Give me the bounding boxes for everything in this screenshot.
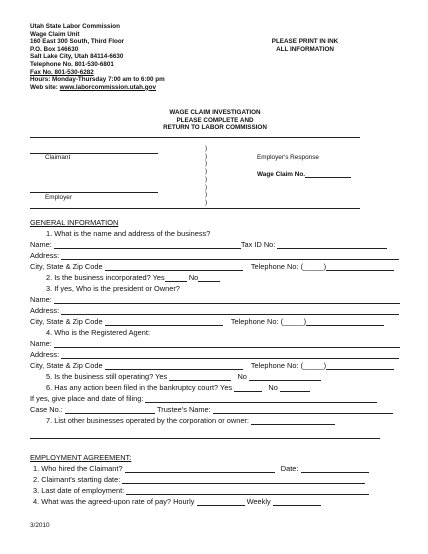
business-city-row (30, 262, 394, 271)
agency-web (30, 84, 165, 92)
agency-fax: Fax No. 801-530-6282 (30, 68, 94, 76)
filing-row (30, 394, 377, 403)
name-label: Name: (30, 339, 52, 348)
president-address-input[interactable] (61, 307, 399, 315)
telephone-area-code[interactable]: (_____) (300, 262, 327, 271)
other-businesses-line-2[interactable] (30, 438, 380, 439)
rate-row (33, 497, 321, 506)
address-label: Address: (30, 350, 60, 359)
filing-input[interactable] (145, 395, 377, 403)
hired-row (33, 464, 369, 473)
agency-block (30, 23, 165, 91)
other-businesses-row (46, 416, 335, 425)
hourly-input[interactable] (197, 498, 245, 506)
hired-question: 1. Who hired the Claimant? (33, 464, 123, 473)
starting-date-row (33, 475, 365, 484)
claimant-label: Claimant (45, 154, 71, 161)
agent-city-input[interactable] (105, 362, 243, 370)
agency-unit: Wage Claim Unit (30, 30, 80, 38)
business-city-input[interactable] (105, 263, 243, 271)
president-city-row (30, 317, 384, 326)
agency-name: Utah State Labor Commission (30, 23, 120, 30)
agency-web-link[interactable]: www.laborcommission.utah.gov (59, 83, 156, 91)
tax-id-input[interactable] (277, 241, 387, 249)
form-title (130, 109, 300, 132)
telephone-label: Telephone No: (250, 262, 299, 271)
general-heading: GENERAL INFORMATION (30, 218, 119, 227)
agent-address-row (30, 350, 399, 359)
operating-yes-input[interactable] (169, 373, 231, 381)
operating-no-input[interactable] (249, 373, 321, 381)
employment-heading: EMPLOYMENT AGREEMENT: (30, 453, 132, 462)
telephone-area-code[interactable]: (_____) (280, 317, 307, 326)
agency-city: Salt Lake City, Utah 84114-6630 (30, 53, 124, 61)
case-row (30, 405, 393, 414)
hired-date-input[interactable] (301, 465, 369, 473)
caption-divider: ) ) ) ) ) ) ) ) (205, 145, 208, 206)
president-name-row (30, 295, 400, 304)
wage-claim-no-label: Wage Claim No. (257, 171, 306, 178)
weekly-label: Weekly (246, 497, 271, 506)
other-businesses-input[interactable] (251, 417, 335, 425)
incorporated-question: 2. Is the business incorporated? Yes (46, 273, 165, 282)
bankruptcy-yes-input[interactable] (234, 384, 262, 392)
tax-id-label: Tax ID No: (240, 240, 276, 249)
city-label: City, State & Zip Code (30, 361, 103, 370)
operating-row (46, 372, 321, 381)
city-label: City, State & Zip Code (30, 262, 103, 271)
president-address-row (30, 306, 399, 315)
case-no-input[interactable] (65, 406, 155, 414)
general-q4: 4. Who is the Registered Agent: (46, 328, 150, 337)
agency-telephone: Telephone No. 801-530-6801 (30, 60, 114, 68)
filing-label: If yes, give place and date of filing: (30, 394, 144, 403)
bankruptcy-question: 6. Has any action been filed in the bankruptcy court? Yes (46, 383, 233, 392)
address-label: Address: (30, 306, 60, 315)
print-note-line1: PLEASE PRINT IN INK (271, 38, 339, 45)
bankruptcy-no-input[interactable] (280, 384, 310, 392)
revision-date: 3/2010 (30, 522, 50, 529)
weekly-input[interactable] (273, 498, 321, 506)
business-name-input[interactable] (54, 241, 241, 249)
agency-hours: Hours: Monday-Thursday 7:00 am to 6:00 pm (30, 76, 165, 84)
city-label: City, State & Zip Code (30, 317, 103, 326)
bankruptcy-row (46, 383, 310, 392)
incorporated-yes-input[interactable] (165, 274, 187, 282)
business-telephone-input[interactable] (326, 263, 394, 271)
telephone-area-code[interactable]: (_____) (300, 361, 327, 370)
general-q3: 3. If yes, Who is the president or Owner? (46, 284, 180, 293)
incorporated-no-input[interactable] (198, 274, 220, 282)
print-note (250, 38, 360, 53)
business-address-input[interactable] (61, 252, 399, 260)
separator-line (30, 137, 360, 138)
name-label: Name: (30, 295, 52, 304)
form-title-line3: RETURN TO LABOR COMMISSION (163, 124, 267, 132)
hired-input[interactable] (125, 465, 275, 473)
last-date-input[interactable] (126, 487, 369, 495)
agent-telephone-input[interactable] (326, 362, 394, 370)
name-label: Name: (30, 240, 52, 249)
president-name-input[interactable] (54, 296, 400, 304)
print-note-line2: ALL INFORMATION (276, 45, 334, 53)
business-name-row (30, 240, 387, 249)
agent-name-input[interactable] (54, 340, 400, 348)
incorporated-no-label: No (188, 273, 199, 282)
incorporated-row (46, 273, 220, 282)
starting-date-label: 2. Claimant's starting date: (33, 475, 121, 484)
business-address-row (30, 251, 399, 260)
employers-response-label: Employer's Response (257, 154, 319, 161)
agent-address-input[interactable] (61, 351, 399, 359)
employer-signature-line[interactable] (30, 192, 158, 193)
last-date-label: 3. Last date of employment: (33, 486, 125, 495)
wage-claim-no-field[interactable] (257, 170, 351, 178)
other-businesses-question: 7. List other businesses operated by the corporation or owner: (46, 416, 249, 425)
agency-address: 160 East 300 South, Third Floor (30, 38, 125, 46)
date-label: Date: (280, 464, 299, 473)
general-q1: 1. What is the name and address of the business? (46, 229, 211, 238)
rate-question: 4. What was the agreed-upon rate of pay? Hourly (33, 497, 195, 506)
form-title-line2: PLEASE COMPLETE AND (176, 116, 254, 124)
case-no-label: Case No.: (30, 405, 63, 414)
president-city-input[interactable] (105, 318, 223, 326)
employer-label: Employer (45, 194, 72, 201)
operating-no-label: No (237, 372, 247, 381)
president-telephone-input[interactable] (306, 318, 384, 326)
form-title-line1: WAGE CLAIM INVESTIGATION (169, 109, 261, 116)
bankruptcy-no-label: No (268, 383, 278, 392)
last-date-row (33, 486, 369, 495)
starting-date-input[interactable] (122, 476, 365, 484)
agency-web-label: Web site: (30, 83, 58, 91)
agency-po-box: P.O. Box 146630 (30, 45, 79, 53)
telephone-label: Telephone No: (250, 361, 299, 370)
operating-question: 5. Is the business still operating? Yes (46, 372, 168, 381)
agent-name-row (30, 339, 400, 348)
trustee-label: Trustee's Name: (157, 405, 211, 414)
trustee-input[interactable] (213, 406, 393, 414)
address-label: Address: (30, 251, 60, 260)
telephone-label: Telephone No: (230, 317, 279, 326)
separator-line-2 (30, 208, 360, 209)
agent-city-row (30, 361, 394, 370)
